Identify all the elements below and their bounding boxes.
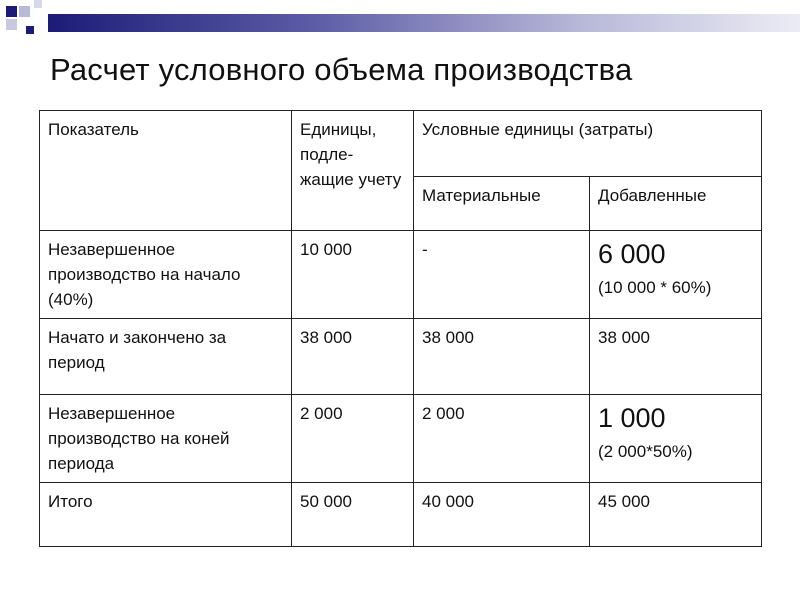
decor-square [34,0,42,8]
header-indicator: Показатель [40,111,292,231]
units-value: 2 000 [292,395,414,483]
header-units: Единицы, подле-жащие учету [292,111,414,231]
header-conventional-units: Условные единицы (затраты) [414,111,762,177]
table-row [40,395,762,483]
added-value: 45 000 [590,483,762,547]
units-value: 50 000 [292,483,414,547]
units-value: 38 000 [292,319,414,395]
row-label-total: Итого [40,483,292,547]
added-cell [590,395,762,483]
header-band [48,14,800,32]
material-value: 2 000 [414,395,590,483]
row-label: Незавершенное производство на коней периода [40,395,292,483]
added-value: 1 000 [598,403,666,433]
header-added: Добавленные [590,177,762,231]
slide-title: Расчет условного объема производства [50,52,633,87]
material-value: 40 000 [414,483,590,547]
added-note: (2 000*50%) [598,442,693,461]
table-row [40,319,762,395]
units-value: 10 000 [292,231,414,319]
material-value: - [414,231,590,319]
table-row [40,483,762,547]
production-table [39,110,762,547]
row-label: Начато и закончено за период [40,319,292,395]
decor-square [6,6,17,17]
added-note: (10 000 * 60%) [598,278,712,297]
row-label: Незавершенное производство на начало (40%) [40,231,292,319]
decor-square [6,19,17,30]
material-value: 38 000 [414,319,590,395]
added-value: 38 000 [590,319,762,395]
header-material: Материальные [414,177,590,231]
table-row [40,231,762,319]
decor-square [26,26,34,34]
added-cell [590,231,762,319]
decor-square [19,6,30,17]
added-value: 6 000 [598,239,666,269]
